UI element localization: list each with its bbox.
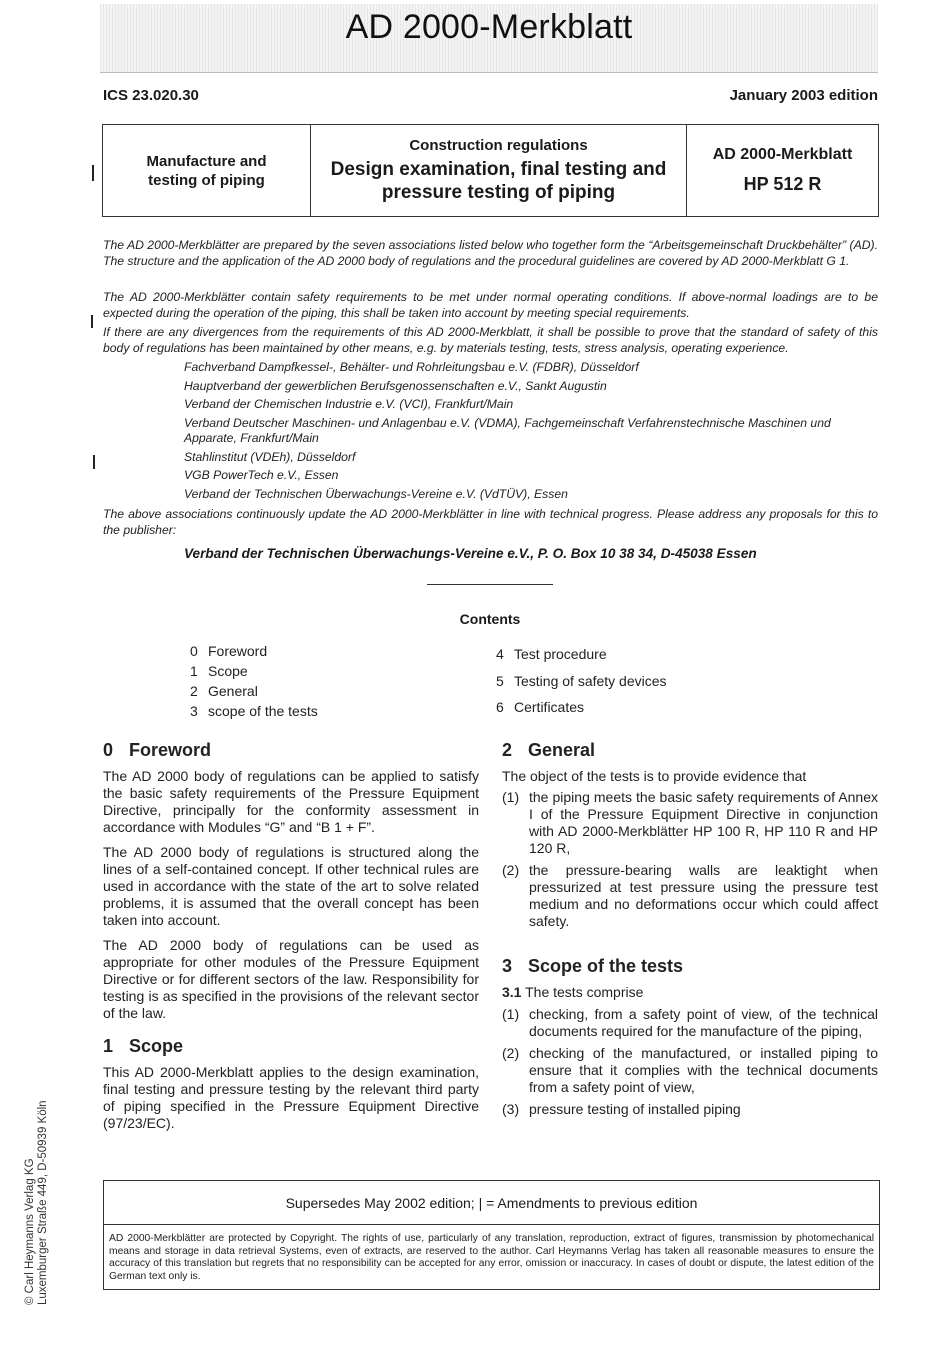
association-item: Verband Deutscher Maschinen- und Anlagenbau e.V. (VDMA), Fachgemeinschaft Verfahrenstechnische Maschinen und Apparate, Frankfurt/Main xyxy=(184,415,831,445)
list-item: (3) pressure testing of installed piping xyxy=(502,1101,741,1117)
toc-item[interactable]: 5 Testing of safety devices xyxy=(496,672,667,689)
toc-item[interactable]: 2 General xyxy=(190,683,258,699)
category-line-2: testing of piping xyxy=(148,171,265,189)
general-intro: The object of the tests is to provide evidence that xyxy=(502,768,807,784)
header-category xyxy=(103,125,311,216)
toc-item[interactable]: 1 Scope xyxy=(190,663,248,679)
header-subject xyxy=(311,125,687,216)
copyright-box xyxy=(103,1224,880,1290)
intro-paragraph-2: The AD 2000-Merkblätter contain safety requirements to be met under normal operating conditions. If above-normal loadings are to be expected during the operation of the piping, this shall be taken into account by meeting special requirements. xyxy=(103,290,878,320)
foreword-paragraph: The AD 2000 body of regulations can be applied to satisfy the basic safety requirements of the Pressure Equipment Directive, principally for the conformity assessment in accordance with Modules “G” and “B 1 + F”. xyxy=(103,768,479,835)
amendment-mark xyxy=(93,455,95,469)
publisher-name: © Carl Heymanns Verlag KG xyxy=(24,1158,36,1305)
list-item: (1) the piping meets the basic safety requirements of Annex I of the Pressure Equipment Directive in conjunction with AD 2000-Merkblätter HP 100 R, HP 110 R and HP 120 R, xyxy=(502,789,878,856)
toc-right xyxy=(496,641,667,721)
scope-paragraph: This AD 2000-Merkblatt applies to the design examination, final testing and pressure testing by the relevant third party of piping specified in the Pressure Equipment Directive (97/23/EC). xyxy=(103,1064,479,1131)
publisher-address: Verband der Technischen Überwachungs-Vereine e.V., P. O. Box 10 38 34, D-45038 Essen xyxy=(184,546,757,561)
toc-item[interactable]: 6 Certificates xyxy=(496,699,585,715)
right-column xyxy=(502,742,878,1123)
publisher-address-line: Luxemburger Straße 449, D-50939 Köln xyxy=(37,1100,49,1305)
toc-item[interactable]: 3 scope of the tests xyxy=(190,703,318,719)
toc-item[interactable]: 4 Test procedure xyxy=(496,646,607,662)
section-heading-general: 2 General xyxy=(502,740,596,760)
category-line-1: Manufacture and xyxy=(146,152,267,170)
intro-paragraph-4: The above associations continuously update the AD 2000-Merkblätter in line with technical progress. Please address any proposals for this to the publisher: xyxy=(103,507,878,537)
title-banner xyxy=(100,4,878,73)
supersedes-box xyxy=(103,1180,880,1225)
supersedes-note: Supersedes May 2002 edition; | = Amendments to previous edition xyxy=(285,1195,698,1211)
designation-code: HP 512 R xyxy=(743,174,822,194)
section-heading-scope: 1 Scope xyxy=(103,1036,184,1056)
edition-date: January 2003 edition xyxy=(729,87,878,104)
section-heading-tests: 3 Scope of the tests xyxy=(502,956,684,976)
foreword-paragraph: The AD 2000 body of regulations can be used as appropriate for other modules of the Pressure Equipment Directive or for different sectors of the law. Responsibility for testing is as specified in the provisions of the relevant sector of the law. xyxy=(103,937,479,1021)
divider xyxy=(427,584,553,585)
contents-title: Contents xyxy=(459,611,521,627)
foreword-paragraph: The AD 2000 body of regulations is structured along the lines of a self-contained concept. If other technical rules are used in accordance with the state of the art to solve related problems, it is assumed that the overall concept has been taken into account. xyxy=(103,844,479,928)
association-item: Stahlinstitut (VDEh), Düsseldorf xyxy=(184,449,356,464)
amendment-mark xyxy=(92,165,94,181)
ics-code: ICS 23.020.30 xyxy=(103,87,199,104)
left-column xyxy=(103,742,479,1140)
publisher-side-note xyxy=(24,1100,50,1305)
intro-paragraph-3: If there are any divergences from the requirements of this AD 2000-Merkblatt, it shall be possible to prove that the standard of safety of this body of regulations has been maintained by other means, e.g. by materials testing, tests, stress analysis, operating experience. xyxy=(103,325,878,355)
association-item: Verband der Chemischen Industrie e.V. (VCI), Frankfurt/Main xyxy=(184,397,514,411)
association-item: VGB PowerTech e.V., Essen xyxy=(184,468,339,482)
amendment-mark xyxy=(91,315,93,328)
association-list xyxy=(184,360,878,505)
association-item: Hauptverband der gewerblichen Berufsgenossenschaften e.V., Sankt Augustin xyxy=(184,378,607,393)
section-heading-foreword: 0 Foreword xyxy=(103,740,212,760)
list-item: (1) checking, from a safety point of view, of the technical documents required for the manufacture of the piping, xyxy=(502,1006,878,1039)
copyright-notice: AD 2000-Merkblätter are protected by Copyright. The rights of use, particularly of any translation, reproduction, extract of figures, transmission by photomechanical means and storage in data retrieval Systems, even of extracts, are reserved to the author. Carl Heymanns Verlag has taken all reasonable measures to ensure the accuracy of this translation but regrets that no responsibility can be accepted for any error, omission or inaccuracy. In cases of doubt or dispute, the latest edition of the German text only is. xyxy=(109,1233,874,1282)
association-item: Verband der Technischen Überwachungs-Vereine e.V. (VdTÜV), Essen xyxy=(184,486,568,501)
toc-item[interactable]: 0 Foreword xyxy=(190,643,268,659)
subject-title-line-1: Design examination, final testing and xyxy=(330,159,667,180)
subsection-3-1: 3.1 The tests comprise xyxy=(502,984,644,1000)
subject-series: Construction regulations xyxy=(409,137,588,154)
list-item: (2) the pressure-bearing walls are leaktight when pressurized at test pressure using the pressure test medium and no deformations occur which could affect safety. xyxy=(502,862,878,929)
intro-paragraph-1: The AD 2000-Merkblätter are prepared by the seven associations listed below who together form the “Arbeitsgemeinschaft Druckbehälter” (AD). The structure and the application of the AD 2000 body of regulations and the procedural guidelines are covered by AD 2000-Merkblatt G 1. xyxy=(103,238,878,268)
header-box xyxy=(102,124,879,217)
header-designation xyxy=(687,125,878,216)
document-title: AD 2000-Merkblatt xyxy=(345,8,633,46)
list-item: (2) checking of the manufactured, or installed piping to ensure that it complies with the technical documents from a safety point of view, xyxy=(502,1045,878,1095)
designation-series: AD 2000-Merkblatt xyxy=(712,146,853,163)
toc-left xyxy=(190,641,318,721)
association-item: Fachverband Dampfkessel-, Behälter- und Rohrleitungsbau e.V. (FDBR), Düsseldorf xyxy=(184,360,639,374)
subject-title-line-2: pressure testing of piping xyxy=(381,182,616,203)
